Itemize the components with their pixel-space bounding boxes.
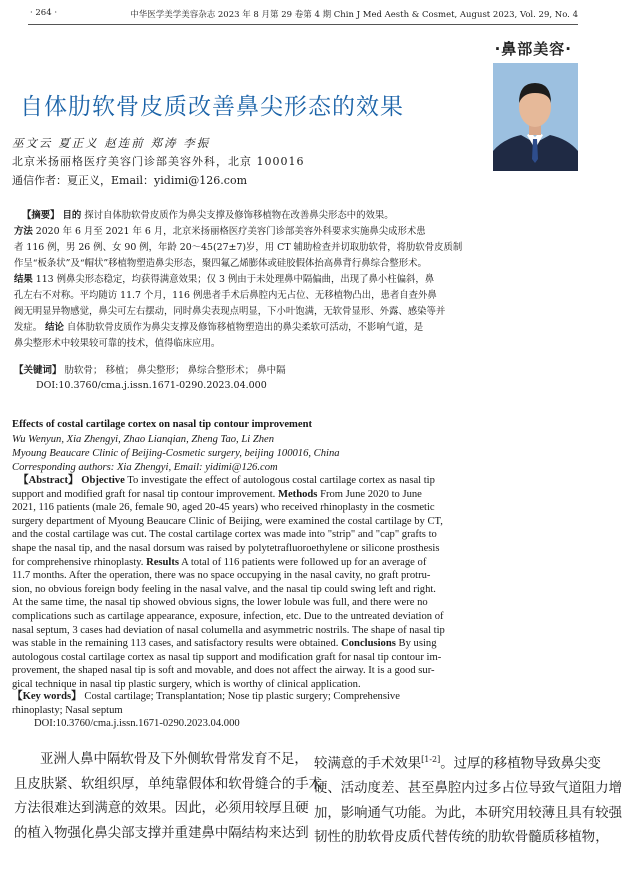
abstract-en-line: gical technique in nasal tip plastic surgery, which is worthy of clinical application. <box>12 678 361 690</box>
abstract-en-line: surgery department of Myoung Beaucare Clinic of Beijing, were examined the costal cartilage by CT, <box>12 515 443 527</box>
keywords-en-line: rhinoplasty; Nasal septum <box>12 704 123 716</box>
abstract-en-text: was stable in the remaining 113 cases, and satisfactory results were obtained. <box>12 638 339 650</box>
page-number: · 264 · <box>30 8 58 18</box>
abstract-zh-line <box>14 320 486 336</box>
author-portrait-icon <box>493 63 578 171</box>
running-header <box>30 8 578 20</box>
english-affiliation: Myoung Beaucare Clinic of Beijing-Cosmetic surgery, beijing 100016, China <box>12 448 340 459</box>
abstract-zh <box>14 208 486 352</box>
affiliation-zh: 北京米扬丽格医疗美容门诊部美容外科，北京 100016 <box>12 155 305 168</box>
keywords-text: 肋软骨； 移植； 鼻尖整形； 鼻综合整形术； 鼻中隔 <box>64 365 286 376</box>
abstract-en-line: complications such as cartilage appearance, exposure, infection, etc. Due to the untreated deviation of <box>12 610 444 622</box>
english-title: Effects of costal cartilage cortex on nasal tip contour improvement <box>12 419 312 430</box>
abstract-zh-line: 孔左右不对称。平均随访 11.7 个月，116 例患者手术后鼻腔内无占位、无移植物凸出，患者自查外鼻 <box>14 290 437 301</box>
keywords-label: 【关键词】 <box>14 365 62 376</box>
doi-zh: DOI:10.3760/cma.j.issn.1671-0290.2023.04.000 <box>36 380 267 391</box>
abstract-en-line: 11.7 months. After the operation, there was no space occupying in the nasal cavity, no graft protru- <box>12 570 431 582</box>
authors-zh: 巫文云 夏正义 赵连前 郑涛 李振 <box>12 136 211 150</box>
abstract-label: 【摘要】 <box>22 210 60 221</box>
abstract-en-line: and the costal cartilage was cut. The costal cartilage cortex was made into "strip" and "cap" grafts to <box>12 529 437 541</box>
abstract-zh-text: 2020 年 6 月至 2021 年 6 月，北京米扬丽格医疗美容门诊部美容外科要求实施鼻尖成形术患 <box>35 226 426 237</box>
body-line: 韧性的肋软骨皮质代替传统的肋软骨髓质移植物， <box>314 830 609 846</box>
methods-en-label: Methods <box>277 488 318 500</box>
objective-label: 目的 <box>62 210 82 221</box>
objective-en-label: Objective <box>81 475 125 486</box>
abstract-zh-text: 发症。 <box>14 322 43 333</box>
body-line: 方法很难达到满意的效果。因此，必须用较厚且硬 <box>14 801 309 817</box>
method-label: 方法 <box>14 226 33 237</box>
abstract-en-line: sion, no obvious foreign body feeling in the nasal valve, and the nasal tip could swing left and right. <box>12 583 436 595</box>
body-line: 且皮肤紧、软组织厚，单纯靠假体和软骨缝合的手术 <box>14 776 322 792</box>
abstract-en-label: 【Abstract】 <box>18 475 79 486</box>
abstract-zh-text: 113 例鼻尖形态稳定，均获得满意效果；仅 3 例由于未处理鼻中隔偏曲，出现了鼻小柱偏斜，鼻 <box>35 274 435 285</box>
abstract-en-line: At the same time, the nasal tip showed obvious signs, the lower lobule was full, and there were no <box>12 597 428 609</box>
keywords-zh <box>14 362 286 376</box>
abstract-en-text: From June 2020 to June <box>320 488 422 500</box>
abstract-zh-line <box>14 224 486 240</box>
english-authors: Wu Wenyun, Xia Zhengyi, Zhao Lianqian, Zheng Tao, Li Zhen <box>12 434 275 445</box>
article-title: 自体肋软骨皮质改善鼻尖形态的效果 <box>20 94 404 120</box>
abstract-en-line <box>12 474 586 488</box>
abstract-en-text: support and modified graft for nasal tip contour improvement. <box>12 488 276 500</box>
body-text: 。过厚的移植物导致鼻尖变 <box>440 756 601 772</box>
abstract-en-line: 2021, 116 patients (male 26, female 90, aged 20-45 years) who received rhinoplasty in the cosmetic <box>12 502 435 514</box>
author-photo <box>493 63 578 171</box>
conclusions-en-label: Conclusions <box>341 638 396 650</box>
body-line: 硬、活动度差、甚至鼻腔内过多占位导致气道阻力增 <box>314 781 622 797</box>
abstract-en-line <box>12 637 586 651</box>
keywords-en-label: 【Key words】 <box>12 691 82 702</box>
doi-en: DOI:10.3760/cma.j.issn.1671-0290.2023.04.000 <box>34 718 240 729</box>
body-line: 亚洲人鼻中隔软骨及下外侧软骨常发育不足， <box>40 752 308 767</box>
abstract-en-line: shape the nasal tip, and the nasal dorsum was raised by polytetrafluoroethylene or silicone prosthesis <box>12 542 440 554</box>
body-column-left <box>14 748 322 846</box>
body-line: 加，影响通气功能。为此，本研究用较薄且具有较强 <box>314 805 622 821</box>
keywords-en-line <box>12 690 586 704</box>
abstract-en <box>12 474 586 692</box>
abstract-en-line: nasal septum, 3 cases had deviation of nasal columella and asymmetric nostrils. The shape of nasal tip <box>12 624 445 636</box>
conclusion-label: 结论 <box>45 322 64 333</box>
abstract-zh-line: 阀无明显异物感觉，鼻尖可左右摆动，同时鼻尖表现点明显，下小叶饱满，无软骨显形、外露、感染等并 <box>14 306 446 317</box>
abstract-en-line <box>12 556 586 570</box>
journal-citation: 中华医学美学美容杂志 2023 年 8 月第 29 卷第 4 期 Chin J Med Aesth & Cosmet, August 2023, Vol. 29, No. 4 <box>130 10 578 20</box>
abstract-en-text: To investigate the effect of autologous costal cartilage cortex as nasal tip <box>127 475 435 486</box>
abstract-en-text: for comprehensive rhinoplasty. <box>12 556 144 568</box>
abstract-en-line <box>12 488 586 502</box>
abstract-zh-line <box>14 208 486 224</box>
corresponding-author-zh: 通信作者：夏正义，Email：yidimi@126.com <box>12 174 248 187</box>
keywords-en <box>12 690 586 717</box>
abstract-en-text: By using <box>398 638 437 650</box>
header-rule <box>28 24 578 25</box>
body-line <box>314 748 601 777</box>
abstract-zh-line: 者 116 例，男 26 例、女 90 例，年龄 20～45(27±7)岁，用 CT 辅助检查并切取肋软骨，将肋软骨皮质制 <box>14 242 463 253</box>
keywords-en-text: Costal cartilage; Transplantation; Nose tip plastic surgery; Comprehensive <box>84 691 400 702</box>
abstract-zh-line <box>14 272 486 288</box>
abstract-zh-text: 自体肋软骨皮质作为鼻尖支撑及修饰移植物塑造出的鼻尖柔软可活动，不影响气道，是 <box>66 322 424 333</box>
results-en-label: Results <box>146 556 180 568</box>
body-column-right <box>314 748 622 851</box>
abstract-en-line: autologous costal cartilage cortex as nasal tip support and modification graft for nasal tip contour im- <box>12 651 442 663</box>
body-line: 的植入物强化鼻尖部支撑并重建鼻中隔结构来达到 <box>14 825 309 841</box>
abstract-en-text: A total of 116 patients were followed up for an average of <box>181 556 427 568</box>
section-tag: ·鼻部美容· <box>494 40 572 58</box>
abstract-zh-line: 鼻尖整形术中较果较可靠的技术，值得临床应用。 <box>14 338 221 349</box>
body-text: 较满意的手术效果 <box>314 756 422 772</box>
abstract-zh-line: 作呈“板条状”及“帽状”移植物塑造鼻尖形态，聚四氟乙烯膨体或硅胶假体抬高鼻背行鼻综合整形术。 <box>14 258 427 269</box>
english-corresponding: Corresponding authors: Xia Zhengyi, Email: yidimi@126.com <box>12 462 278 473</box>
abstract-zh-text: 探讨自体肋软骨皮质作为鼻尖支撑及修饰移植物在改善鼻尖形态中的效果。 <box>84 210 394 221</box>
abstract-en-line: provement, the shaped nasal tip is soft and movable, and does not affect the airway. It is a good sur- <box>12 665 435 677</box>
citation-ref: [1-2] <box>421 755 441 764</box>
results-label: 结果 <box>14 274 33 285</box>
